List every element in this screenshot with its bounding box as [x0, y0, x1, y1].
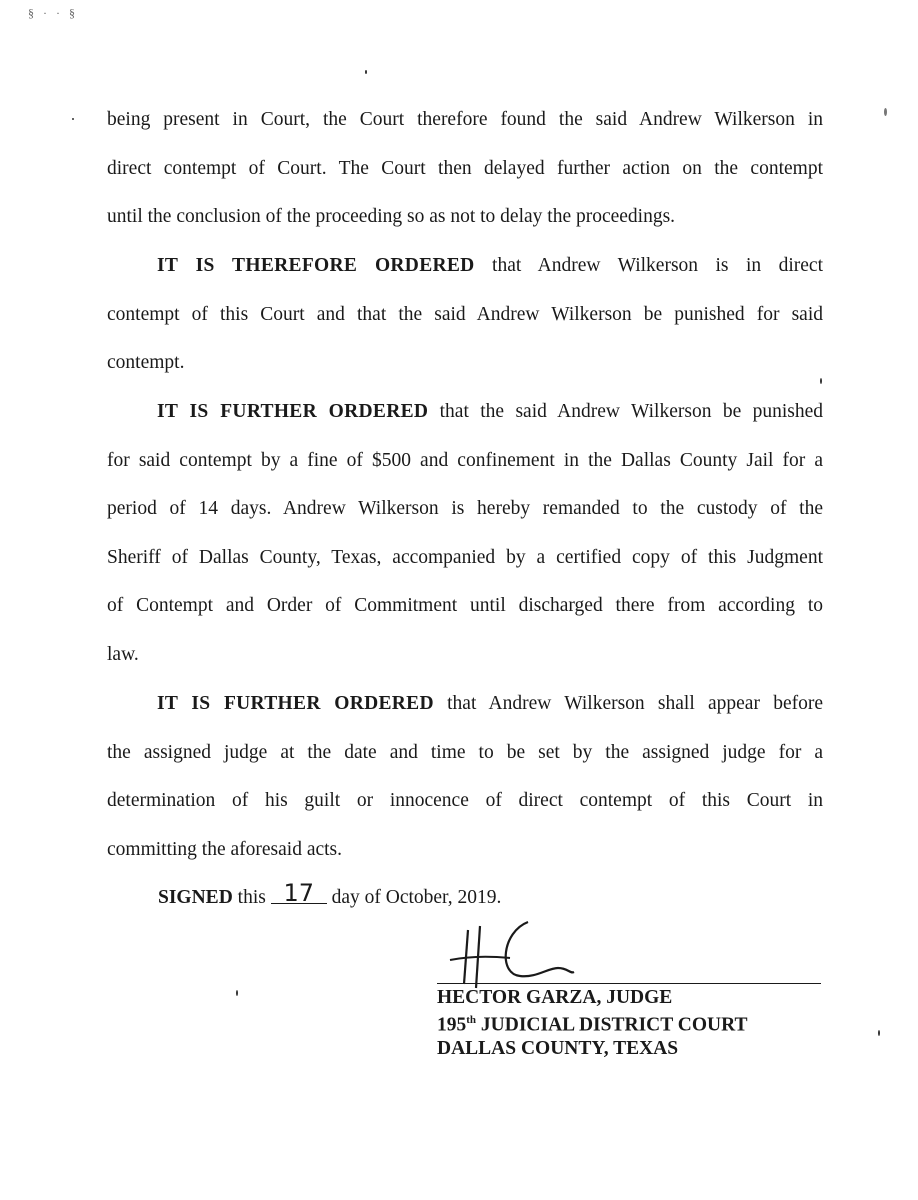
order-heading: IT IS THEREFORE ORDERED [157, 255, 475, 276]
text-run: that Andrew Wilkerson is in direct [474, 255, 824, 276]
text-line [107, 242, 823, 291]
text-line: committing the aforesaid acts. [107, 838, 343, 860]
signed-pre: this [232, 887, 271, 908]
paragraph-further-ordered-appearance [107, 680, 823, 874]
order-heading: IT IS FURTHER ORDERED [157, 401, 429, 422]
court-county: DALLAS COUNTY, TEXAS [437, 1037, 679, 1059]
text-run: that Andrew Wilkerson shall appear before [433, 693, 823, 714]
court-number-suffix: th [466, 1014, 477, 1026]
signed-day: 17 [271, 883, 327, 904]
text-line: for said contempt by a fine of $500 and confinement in the Dallas County Jail for a [107, 449, 823, 471]
text-line [107, 680, 823, 729]
scan-header-marks: § · · § [28, 6, 78, 20]
text-line: contempt. [107, 352, 185, 373]
judge-name: HECTOR GARZA, JUDGE [437, 987, 673, 1008]
scan-speck [365, 70, 367, 74]
paragraph-therefore-ordered [107, 242, 823, 388]
text-line [107, 388, 823, 437]
paragraph-further-ordered-punishment [107, 388, 823, 679]
signed-label: SIGNED [158, 887, 233, 908]
text-line: being present in Court, the Court therefore found the said Andrew Wilkerson in [107, 109, 823, 130]
scan-speck [236, 990, 238, 996]
text-line: determination of his guilt or innocence of direct contempt of this Court in [107, 790, 823, 811]
court-number: 195 [437, 1014, 467, 1036]
signed-post: day of October, 2019. [326, 887, 502, 908]
text-line: Sheriff of Dallas County, Texas, accompanied by a certified copy of this Judgment [107, 546, 823, 568]
court-name [437, 1009, 748, 1037]
scan-speck [72, 118, 74, 120]
text-line: law. [107, 643, 139, 665]
scan-speck [884, 108, 887, 116]
order-heading: IT IS FURTHER ORDERED [157, 693, 434, 714]
scan-speck [878, 1030, 880, 1036]
text-line: the assigned judge at the date and time to be set by the assigned judge for a [107, 741, 823, 763]
judge-signature-block [437, 986, 748, 1060]
paragraph-contempt-finding [107, 96, 823, 242]
text-line: until the conclusion of the proceeding so as not to delay the proceedings. [107, 206, 676, 227]
text-line: direct contempt of Court. The Court then delayed further action on the contempt [107, 157, 823, 179]
text-run: that the said Andrew Wilkerson be punished [428, 401, 824, 422]
signature-line [437, 983, 821, 984]
text-line: period of 14 days. Andrew Wilkerson is hereby remanded to the custody of the [107, 498, 823, 519]
text-line: contempt of this Court and that the said Andrew Wilkerson be punished for said [107, 303, 823, 325]
signed-date-line [158, 879, 502, 909]
text-line: of Contempt and Order of Commitment until discharged there from according to [107, 595, 823, 616]
court-name-rest: JUDICIAL DISTRICT COURT [476, 1014, 748, 1036]
